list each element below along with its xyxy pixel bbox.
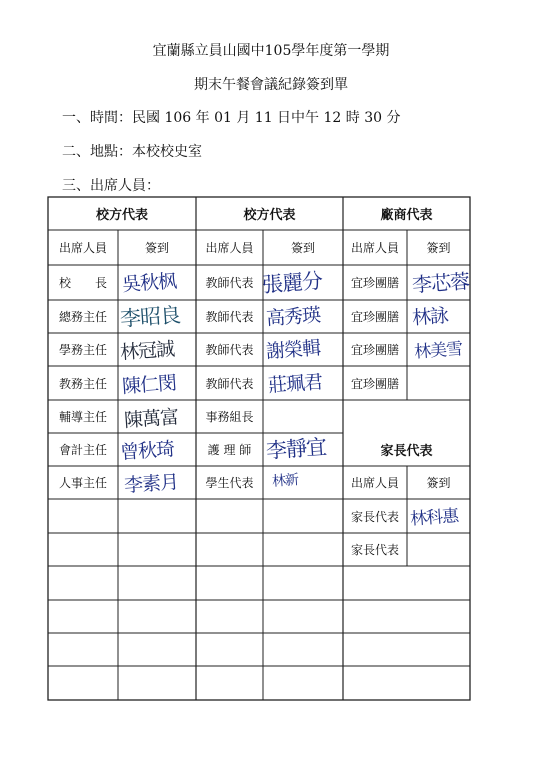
role-general-affairs: 總務主任 (58, 310, 107, 324)
signature: 高秀瑛 (265, 304, 321, 330)
role-general-affairs-section: 事務組長 (205, 410, 254, 424)
col-header-attendee: 出席人員 (350, 241, 399, 255)
signature: 吳秋枫 (121, 270, 177, 296)
role-teacher-rep: 教師代表 (205, 310, 254, 324)
role-counseling: 輔導主任 (58, 410, 107, 424)
role-student-affairs: 學務主任 (58, 343, 107, 357)
signature: 謝榮輯 (265, 337, 321, 363)
meeting-time: 一、時間：民國 106 年 01 月 11 日中午 12 時 30 分 (62, 110, 401, 126)
col-header-sign: 簽到 (290, 241, 315, 255)
signature: 李靜宜 (265, 434, 327, 464)
role-vendor: 宜珍團膳 (350, 310, 399, 324)
attendees-heading: 三、出席人員： (62, 178, 160, 194)
group-header-school-2: 校方代表 (243, 208, 296, 223)
signature: 陳仁閔 (121, 372, 177, 398)
role-nurse: 護 理 師 (207, 443, 252, 457)
role-parent-rep: 家長代表 (350, 509, 399, 524)
col-header-sign: 簽到 (144, 241, 169, 255)
signature: 陳萬富 (123, 406, 179, 432)
role-parent-rep: 家長代表 (350, 543, 399, 557)
signature: 曾秋琦 (119, 438, 175, 464)
group-header-parents: 家長代表 (380, 444, 433, 459)
signature: 李芯蓉 (411, 269, 470, 297)
role-personnel: 人事主任 (58, 476, 107, 490)
signature: 莊珮君 (267, 371, 323, 397)
col-header-attendee: 出席人員 (350, 476, 399, 490)
signature: 林冠誠 (119, 338, 175, 364)
role-teacher-rep: 教師代表 (205, 343, 254, 357)
role-accounting: 會計主任 (58, 443, 107, 457)
signature: 林新 (271, 472, 299, 490)
role-academic-affairs: 教務主任 (58, 376, 107, 391)
group-header-vendor: 廠商代表 (380, 208, 433, 223)
signature: 林美雪 (413, 339, 463, 363)
signature: 林科惠 (409, 506, 459, 530)
col-header-sign: 簽到 (426, 476, 451, 490)
role-teacher-rep: 教師代表 (205, 376, 254, 391)
signature: 李素月 (123, 471, 179, 497)
group-header-school-1: 校方代表 (95, 208, 148, 223)
signature: 李昭良 (119, 302, 181, 332)
signature: 張麗分 (261, 268, 323, 298)
col-header-sign: 簽到 (426, 241, 451, 255)
role-teacher-rep: 教師代表 (205, 276, 254, 290)
col-header-attendee: 出席人員 (58, 241, 107, 255)
role-student-rep: 學生代表 (205, 476, 254, 490)
document-subtitle: 期末午餐會議紀錄簽到單 (194, 77, 348, 93)
document-title: 宜蘭縣立員山國中105學年度第一學期 (152, 43, 390, 59)
role-vendor: 宜珍團膳 (350, 276, 399, 290)
role-principal: 校 長 (58, 276, 107, 290)
meeting-place: 二、地點：本校校史室 (62, 144, 202, 160)
signature: 林詠 (411, 304, 449, 330)
role-vendor: 宜珍團膳 (350, 343, 399, 357)
role-vendor: 宜珍團膳 (350, 376, 399, 391)
col-header-attendee: 出席人員 (205, 241, 254, 255)
